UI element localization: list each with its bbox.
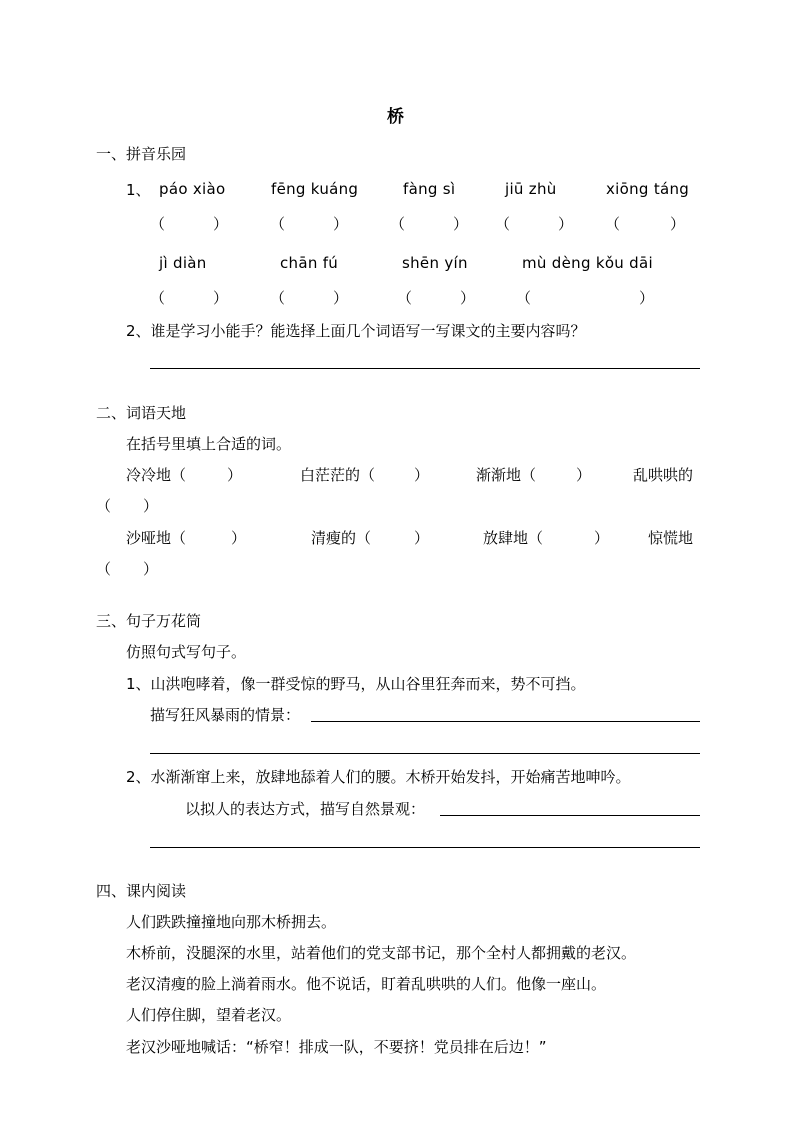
question-1-number: 1、 xyxy=(126,181,151,199)
paren-close: ） xyxy=(333,289,349,307)
section-2-instruction: 在括号里填上合适的词。 xyxy=(126,435,292,453)
paren-open: （ xyxy=(150,289,166,307)
paren-open: （ xyxy=(397,289,413,307)
pinyin-shen-yin: shēn yín xyxy=(402,254,468,272)
sentence-1-example: 1、山洪咆哮着，像一群受惊的野马，从山谷里狂奔而来，势不可挡。 xyxy=(126,675,586,693)
paren-open: （ xyxy=(390,215,406,233)
paren-close: ） xyxy=(670,215,686,233)
paren-close: ） xyxy=(143,497,159,515)
word-fill-luanhonghongde-blank[interactable] xyxy=(96,499,158,514)
word-fill-qingshoude[interactable] xyxy=(311,531,429,546)
section-4-heading: 四、课内阅读 xyxy=(96,882,187,900)
word-fill-baimangmangde[interactable] xyxy=(300,468,429,483)
paren-close: ） xyxy=(333,215,349,233)
paren-open: （ xyxy=(495,215,511,233)
paren-open: （ xyxy=(270,215,286,233)
word-label: 放肆地（ xyxy=(483,529,544,547)
word-fill-jinghuangde-blank[interactable] xyxy=(96,562,158,577)
word-fill-luanhonghongde[interactable]: 乱哄哄的 xyxy=(633,466,694,484)
reading-line: 老汉沙哑地喊话：“桥窄！排成一队，不要挤！党员排在后边！” xyxy=(126,1038,547,1056)
reading-line: 木桥前，没腿深的水里，站着他们的党支部书记，那个全村人都拥戴的老汉。 xyxy=(126,944,637,962)
paren-close: ） xyxy=(453,215,469,233)
paren-close: ） xyxy=(414,466,430,484)
paren-open: （ xyxy=(605,215,621,233)
pinyin-feng-kuang: fēng kuáng xyxy=(271,180,359,198)
answer-blank-chan-fu[interactable] xyxy=(270,291,348,306)
word-fill-jianjiande[interactable] xyxy=(476,468,591,483)
pinyin-xiong-tang: xiōng táng xyxy=(606,180,690,198)
paren-close: ） xyxy=(594,529,610,547)
question-2-text: 2、谁是学习小能手？能选择上面几个词语写一写课文的主要内容吗？ xyxy=(126,322,586,340)
word-fill-shayade[interactable] xyxy=(126,531,246,546)
paren-open: （ xyxy=(516,289,532,307)
page-title: 桥 xyxy=(387,107,404,127)
paren-close: ） xyxy=(558,215,574,233)
word-fill-jinghuangde[interactable]: 惊慌地 xyxy=(648,529,694,547)
word-fill-lenglengde[interactable] xyxy=(126,468,242,483)
answer-line-s1-a[interactable] xyxy=(311,721,700,722)
paren-close: ） xyxy=(227,466,243,484)
word-fill-fangside[interactable] xyxy=(483,531,609,546)
answer-line-s1-b[interactable] xyxy=(150,753,700,754)
word-label: 沙哑地（ xyxy=(126,529,187,547)
answer-blank-ji-dian[interactable] xyxy=(150,291,228,306)
paren-close: ） xyxy=(213,215,229,233)
answer-blank-xiong-tang[interactable] xyxy=(605,217,685,232)
reading-line: 人们停住脚，望着老汉。 xyxy=(126,1006,292,1024)
sentence-2-prompt: 以拟人的表达方式，描写自然景观： xyxy=(185,800,426,818)
sentence-2-example: 2、水渐渐窜上来，放肆地舔着人们的腰。木桥开始发抖，开始痛苦地呻吟。 xyxy=(126,768,631,786)
paren-close: ） xyxy=(576,466,592,484)
paren-open: （ xyxy=(96,497,112,515)
answer-blank-jiu-zhu[interactable] xyxy=(495,217,573,232)
pinyin-fang-si: fàng sì xyxy=(403,180,456,198)
section-3-instruction: 仿照句式写句子。 xyxy=(126,643,247,661)
pinyin-mu-deng-kou-dai: mù dèng kǒu dāi xyxy=(522,254,653,272)
section-1-heading: 一、拼音乐园 xyxy=(96,145,187,163)
answer-blank-feng-kuang[interactable] xyxy=(270,217,348,232)
paren-close: ） xyxy=(231,529,247,547)
word-label: 清瘦的（ xyxy=(311,529,372,547)
section-3-heading: 三、句子万花筒 xyxy=(96,612,202,630)
answer-line-s2-a[interactable] xyxy=(440,815,700,816)
word-label: 白茫茫的（ xyxy=(300,466,376,484)
pinyin-ji-dian: jì diàn xyxy=(159,254,207,272)
pinyin-pao-xiao: páo xiào xyxy=(159,180,226,198)
section-2-heading: 二、词语天地 xyxy=(96,404,187,422)
paren-open: （ xyxy=(150,215,166,233)
paren-close: ） xyxy=(213,289,229,307)
reading-line: 人们跌跌撞撞地向那木桥拥去。 xyxy=(126,913,337,931)
paren-close: ） xyxy=(460,289,476,307)
answer-blank-mu-deng-kou-dai[interactable] xyxy=(516,291,654,306)
answer-blank-fang-si[interactable] xyxy=(390,217,468,232)
answer-blank-pao-xiao[interactable] xyxy=(150,217,228,232)
answer-line-s2-b[interactable] xyxy=(150,847,700,848)
paren-close: ） xyxy=(143,560,159,578)
sentence-1-prompt: 描写狂风暴雨的情景： xyxy=(150,706,301,724)
answer-line-q2[interactable] xyxy=(150,368,700,369)
paren-close: ） xyxy=(414,529,430,547)
answer-blank-shen-yin[interactable] xyxy=(397,291,475,306)
word-label: 冷冷地（ xyxy=(126,466,187,484)
pinyin-chan-fu: chān fú xyxy=(280,254,339,272)
paren-open: （ xyxy=(270,289,286,307)
paren-open: （ xyxy=(96,560,112,578)
reading-line: 老汉清瘦的脸上淌着雨水。他不说话，盯着乱哄哄的人们。他像一座山。 xyxy=(126,975,607,993)
pinyin-jiu-zhu: jiū zhù xyxy=(505,180,557,198)
paren-close: ） xyxy=(639,289,655,307)
word-label: 渐渐地（ xyxy=(476,466,537,484)
